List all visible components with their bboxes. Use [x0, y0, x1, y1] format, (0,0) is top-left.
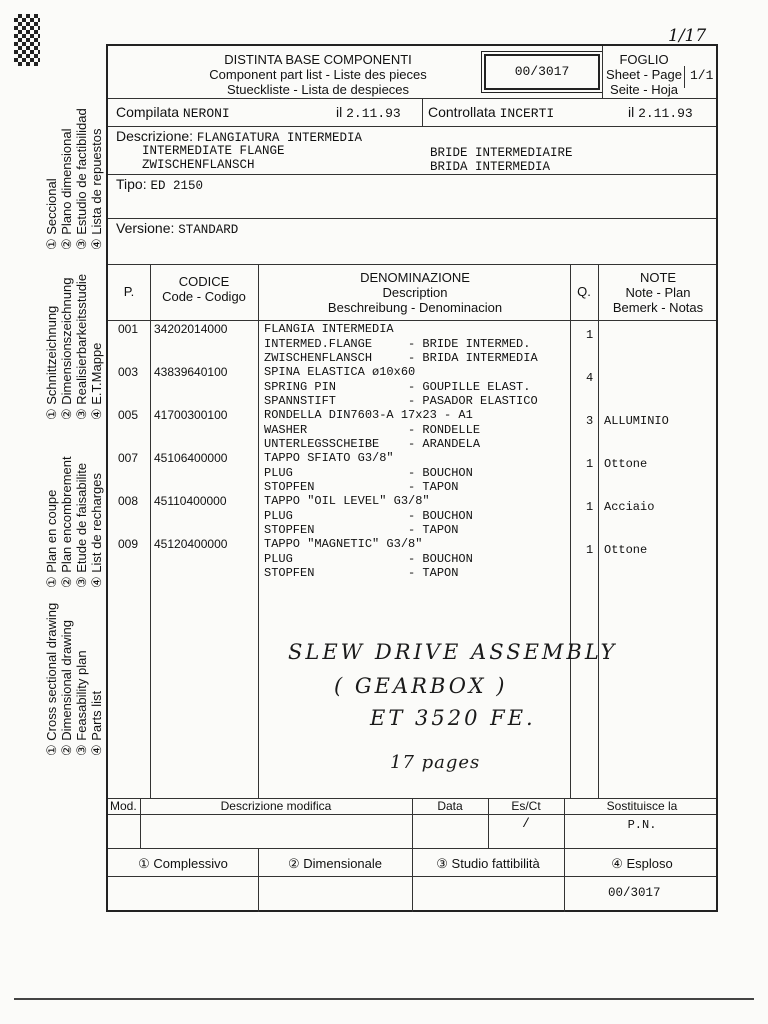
row-position: 007	[118, 451, 139, 465]
side-legend-english: ① Cross sectional drawing ② Dimensional drawing ③ Feasability plan ④ Parts list	[44, 602, 104, 756]
row-description-line: UNTERLEGSSCHEIBE - ARANDELA	[264, 437, 481, 451]
row-note: Ottone	[604, 457, 648, 471]
row-description	[264, 494, 473, 538]
row-description-line: TAPPO "OIL LEVEL" G3/8"	[264, 494, 430, 508]
descrizione: Descrizione: FLANGIATURA INTERMEDIA	[116, 128, 362, 145]
row-quantity: 1	[586, 328, 594, 342]
row-description	[264, 537, 473, 581]
row-description	[264, 408, 480, 452]
row-code: 45120400000	[154, 537, 228, 551]
row-quantity: 4	[586, 371, 594, 385]
side-legend-spanish: ① Seccional ② Plano dimensional ③ Estudio de factibilidad ④ Lista de repuestos	[44, 108, 104, 250]
row-quantity: 1	[586, 543, 594, 557]
row-note: Acciaio	[604, 500, 655, 514]
footer-mod: Mod.	[110, 799, 137, 813]
footer-esploso: ④ Esploso	[611, 856, 673, 871]
handwritten-note-3: ET 3520 FE.	[370, 706, 536, 730]
row-description-line: STOPFEN - TAPON	[264, 480, 459, 494]
row-description	[264, 365, 538, 409]
handwritten-note-2: ( GEARBOX )	[334, 674, 508, 698]
row-description-line: PLUG - BOUCHON	[264, 508, 473, 523]
footer-descrizione-modifica: Descrizione modifica	[220, 799, 332, 813]
row-quantity: 1	[586, 457, 594, 471]
descrizione-right: BRIDE INTERMEDIAIRE BRIDA INTERMEDIA	[430, 146, 573, 174]
footer-doc-number: 00/3017	[608, 886, 661, 900]
row-description-line: RONDELLA DIN7603-A 17x23 - A1	[264, 408, 473, 422]
handwritten-note-1: SLEW DRIVE ASSEMBLY	[288, 640, 618, 664]
row-description-line: ZWISCHENFLANSCH - BRIDA INTERMEDIA	[264, 351, 538, 365]
row-description-line: STOPFEN - TAPON	[264, 566, 459, 580]
row-description-line: FLANGIA INTERMEDIA	[264, 322, 394, 336]
row-description-line: STOPFEN - TAPON	[264, 523, 459, 537]
page-number-handwritten: 1/17	[668, 26, 707, 46]
footer-studio: ③ Studio fattibilità	[436, 856, 540, 871]
footer-complessivo: ① Complessivo	[138, 856, 228, 871]
col-q-header: Q.	[577, 284, 591, 299]
row-position: 001	[118, 322, 139, 336]
side-legend-german: ① Schnittzeichnung ② Dimensionszeichnung ③ Realisierbarkeitsstudie ④ E.T.Mappe	[44, 273, 104, 420]
row-position: 003	[118, 365, 139, 379]
row-description-line: PLUG - BOUCHON	[264, 551, 473, 566]
row-description-line: SPINA ELASTICA ø10x60	[264, 365, 416, 379]
row-description-line: SPANNSTIFT - PASADOR ELASTICO	[264, 394, 538, 408]
descrizione-left: INTERMEDIATE FLANGE ZWISCHENFLANSCH	[142, 144, 285, 172]
footer-pn: P.N.	[627, 818, 657, 832]
row-note: Ottone	[604, 543, 648, 557]
tipo: Tipo: ED 2150	[116, 176, 204, 193]
col-note-header: NOTE Note - Plan Bemerk - Notas	[612, 270, 704, 315]
col-code-header: CODICE Code - Codigo	[162, 274, 246, 304]
row-quantity: 3	[586, 414, 594, 428]
part-list-form	[106, 44, 718, 912]
header-title: DISTINTA BASE COMPONENTI Component part list - Liste des pieces Stueckliste - Lista de despieces	[209, 52, 427, 97]
row-code: 45106400000	[154, 451, 228, 465]
row-description-line: WASHER - RONDELLE	[264, 422, 481, 437]
footer-sostituisce: Sostituisce la	[606, 799, 678, 813]
row-description-line: TAPPO SFIATO G3/8"	[264, 451, 394, 465]
col-desc-header: DENOMINAZIONE Description Beschreibung - Denominacion	[327, 270, 503, 315]
versione: Versione: STANDARD	[116, 220, 239, 237]
row-position: 005	[118, 408, 139, 422]
footer-es-ct: Es/Ct	[511, 799, 541, 813]
controllata-date: il 2.11.93	[628, 104, 693, 121]
col-p-header: P.	[123, 284, 135, 299]
footer-dimensionale: ② Dimensionale	[287, 856, 383, 871]
row-description	[264, 451, 473, 495]
scan-edge	[14, 998, 754, 1000]
row-code: 45110400000	[154, 494, 227, 508]
side-legend-french: ① Plan en coupe ② Plan encombrement ③ Etude de faisabilite ④ List de recharges	[44, 456, 104, 588]
row-quantity: 1	[586, 500, 594, 514]
row-description-line: SPRING PIN - GOUPILLE ELAST.	[264, 379, 531, 394]
sheet-value: 1/1	[690, 68, 714, 83]
row-description-line: TAPPO "MAGNETIC" G3/8"	[264, 537, 423, 551]
row-note: ALLUMINIO	[604, 414, 669, 428]
doc-number-box: 00/3017	[484, 54, 600, 90]
footer-es-value: /	[522, 816, 530, 831]
compilata-date: il 2.11.93	[336, 104, 401, 121]
row-position: 008	[118, 494, 139, 508]
row-code: 41700300100	[154, 408, 228, 422]
controllata: Controllata INCERTI	[428, 104, 555, 121]
row-description	[264, 322, 538, 366]
corner-mark	[14, 14, 40, 66]
row-code: 43839640100	[154, 365, 228, 379]
row-description-line: PLUG - BOUCHON	[264, 465, 473, 480]
footer-data: Data	[437, 799, 463, 813]
foglio-labels: FOGLIO Sheet - Page Seite - Hoja	[606, 52, 682, 97]
row-description-line: INTERMED.FLANGE - BRIDE INTERMED.	[264, 336, 531, 351]
compilata: Compilata NERONI	[116, 104, 230, 121]
row-position: 009	[118, 537, 139, 551]
row-code: 34202014000	[154, 322, 228, 336]
handwritten-note-4: 17 pages	[390, 752, 481, 773]
